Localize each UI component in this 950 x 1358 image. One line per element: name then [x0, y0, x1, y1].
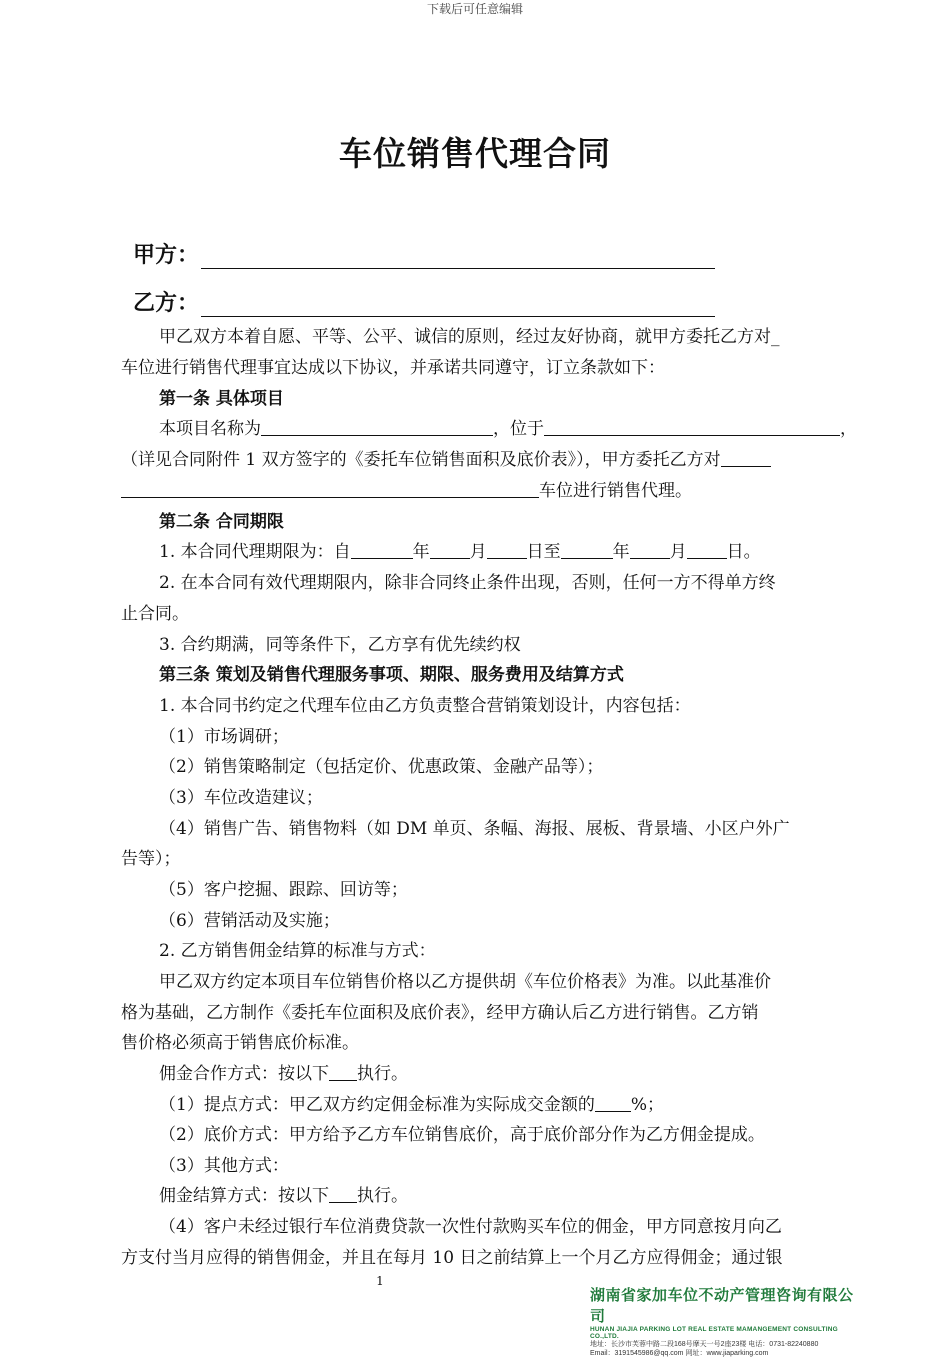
commission-mode-suffix: 执行。 — [357, 1064, 408, 1084]
intro-line-2: 车位进行销售代理事宜达成以下协议，并承诺共同遵守，订立条款如下： — [121, 358, 665, 378]
commission-method-3: （3）其他方式： — [159, 1156, 289, 1176]
appendix-text: （详见合同附件 1 双方签字的《委托车位销售面积及底价表》），甲方委托乙方对 — [121, 450, 721, 470]
article-2-line-2: 2. 在本合同有效代理期限内，除非合同终止条件出现，否则，任何一方不得单方终 — [159, 573, 776, 593]
start-day-blank — [487, 540, 527, 559]
document-title: 车位销售代理合同 — [339, 134, 611, 173]
article-3-line-2: 2. 乙方销售佣金结算的标准与方式： — [159, 941, 436, 961]
article-2-line-1 — [121, 537, 904, 568]
month-label-2: 月 — [669, 542, 687, 562]
settlement-item-4b: 方支付当月应得的销售佣金，并且在每月 10 日之前结算上一个月乙方应得佣金；通过银 — [121, 1248, 783, 1268]
day-end-label: 日。 — [726, 542, 761, 562]
article-1-line-3 — [121, 476, 866, 507]
day-to-label: 日至 — [526, 542, 561, 562]
settlement-mode-blank — [329, 1184, 357, 1203]
service-item-1: （1）市场调研； — [159, 727, 289, 747]
header-note: 下载后可任意编辑 — [426, 2, 523, 16]
price-para-3: 售价格必须高于销售底价标准。 — [121, 1033, 359, 1053]
article-2-line-3: 止合同。 — [121, 604, 189, 624]
commission-mode-label: 佣金合作方式：按以下 — [159, 1064, 329, 1084]
article-1-heading: 第一条 具体项目 — [159, 389, 284, 409]
party-b-row — [133, 286, 715, 317]
percent-blank — [595, 1093, 631, 1112]
party-a-row — [133, 238, 715, 269]
article-3-heading: 第三条 策划及销售代理服务事项、期限、服务费用及结算方式 — [159, 665, 624, 685]
start-year-blank — [351, 540, 413, 559]
parking-blank-2 — [121, 479, 539, 498]
commission-method-1 — [121, 1090, 904, 1121]
commission-mode-line — [121, 1059, 904, 1090]
year-label-2: 年 — [612, 542, 630, 562]
percent-suffix: %； — [630, 1095, 664, 1115]
company-logo — [590, 1284, 860, 1358]
end-year-blank — [561, 540, 613, 559]
project-name-label: 本项目名称为 — [159, 419, 261, 439]
service-item-3: （3）车位改造建议； — [159, 788, 323, 808]
party-b-label: 乙方： — [133, 291, 200, 316]
article-2-heading: 第二条 合同期限 — [159, 512, 284, 532]
location-label: ，位于 — [493, 419, 544, 439]
start-month-blank — [430, 540, 470, 559]
settlement-item-4a: （4）客户未经过银行车位消费贷款一次性付款购买车位的佣金，甲方同意按月向乙 — [159, 1217, 782, 1237]
project-name-blank — [261, 417, 493, 436]
article-2-line-4: 3. 合约期满，同等条件下，乙方享有优先续约权 — [159, 635, 521, 655]
comma: ， — [840, 419, 857, 439]
percent-method-label: （1）提点方式：甲乙双方约定佣金标准为实际成交金额的 — [159, 1095, 595, 1115]
company-contact: Email：3191545986@qq.com 网址：www.jiaparking.com — [590, 1350, 769, 1357]
page-number: 1 — [376, 1274, 384, 1288]
commission-method-2: （2）底价方式：甲方给予乙方车位销售底价，高于底价部分作为乙方佣金提成。 — [159, 1125, 765, 1145]
end-day-blank — [687, 540, 727, 559]
party-a-label: 甲方： — [133, 243, 200, 268]
settlement-mode-line — [121, 1181, 904, 1212]
service-item-6: （6）营销活动及实施； — [159, 911, 340, 931]
article-3-line-1: 1. 本合同书约定之代理车位由乙方负责整合营销策划设计，内容包括： — [159, 696, 691, 716]
service-item-5: （5）客户挖掘、跟踪、回访等； — [159, 880, 408, 900]
price-para-2: 格为基础，乙方制作《委托车位面积及底价表》，经甲方确认后乙方进行销售。乙方销 — [121, 1003, 759, 1023]
article-1-line-2 — [121, 445, 866, 476]
settlement-mode-suffix: 执行。 — [357, 1186, 408, 1206]
company-name-cn: 湖南省家加车位不动产管理咨询有限公司 — [590, 1286, 854, 1325]
party-b-blank — [201, 294, 715, 317]
parking-blank-1 — [721, 448, 771, 467]
price-para-1: 甲乙双方约定本项目车位销售价格以乙方提供胡《车位价格表》为准。以此基准价 — [159, 972, 771, 992]
commission-mode-blank — [329, 1062, 357, 1081]
service-item-4b: 告等）； — [121, 849, 181, 869]
company-name-en: HUNAN JIAJIA PARKING LOT REAL ESTATE MAMANGEMENT CONSULTING CO.,LTD. — [590, 1326, 838, 1340]
end-month-blank — [630, 540, 670, 559]
location-blank — [544, 417, 840, 436]
year-label: 年 — [412, 542, 430, 562]
party-a-blank — [201, 246, 715, 269]
company-address: 地址：长沙市芙蓉中路二段168号摩天一号2座23楼 电话：0731-82240880 — [590, 1341, 819, 1348]
service-item-4a: （4）销售广告、销售物料（如 DM 单页、条幅、海报、展板、背景墙、小区户外广 — [159, 819, 790, 839]
term-label: 1. 本合同代理期限为：自 — [159, 542, 351, 562]
settlement-mode-label: 佣金结算方式：按以下 — [159, 1186, 329, 1206]
month-label: 月 — [469, 542, 487, 562]
agency-text: 车位进行销售代理。 — [539, 481, 692, 501]
intro-line-1: 甲乙双方本着自愿、平等、公平、诚信的原则，经过友好协商，就甲方委托乙方对_ — [159, 327, 780, 347]
article-1-line-1 — [121, 414, 904, 445]
service-item-2: （2）销售策略制定（包括定价、优惠政策、金融产品等）； — [159, 757, 604, 777]
